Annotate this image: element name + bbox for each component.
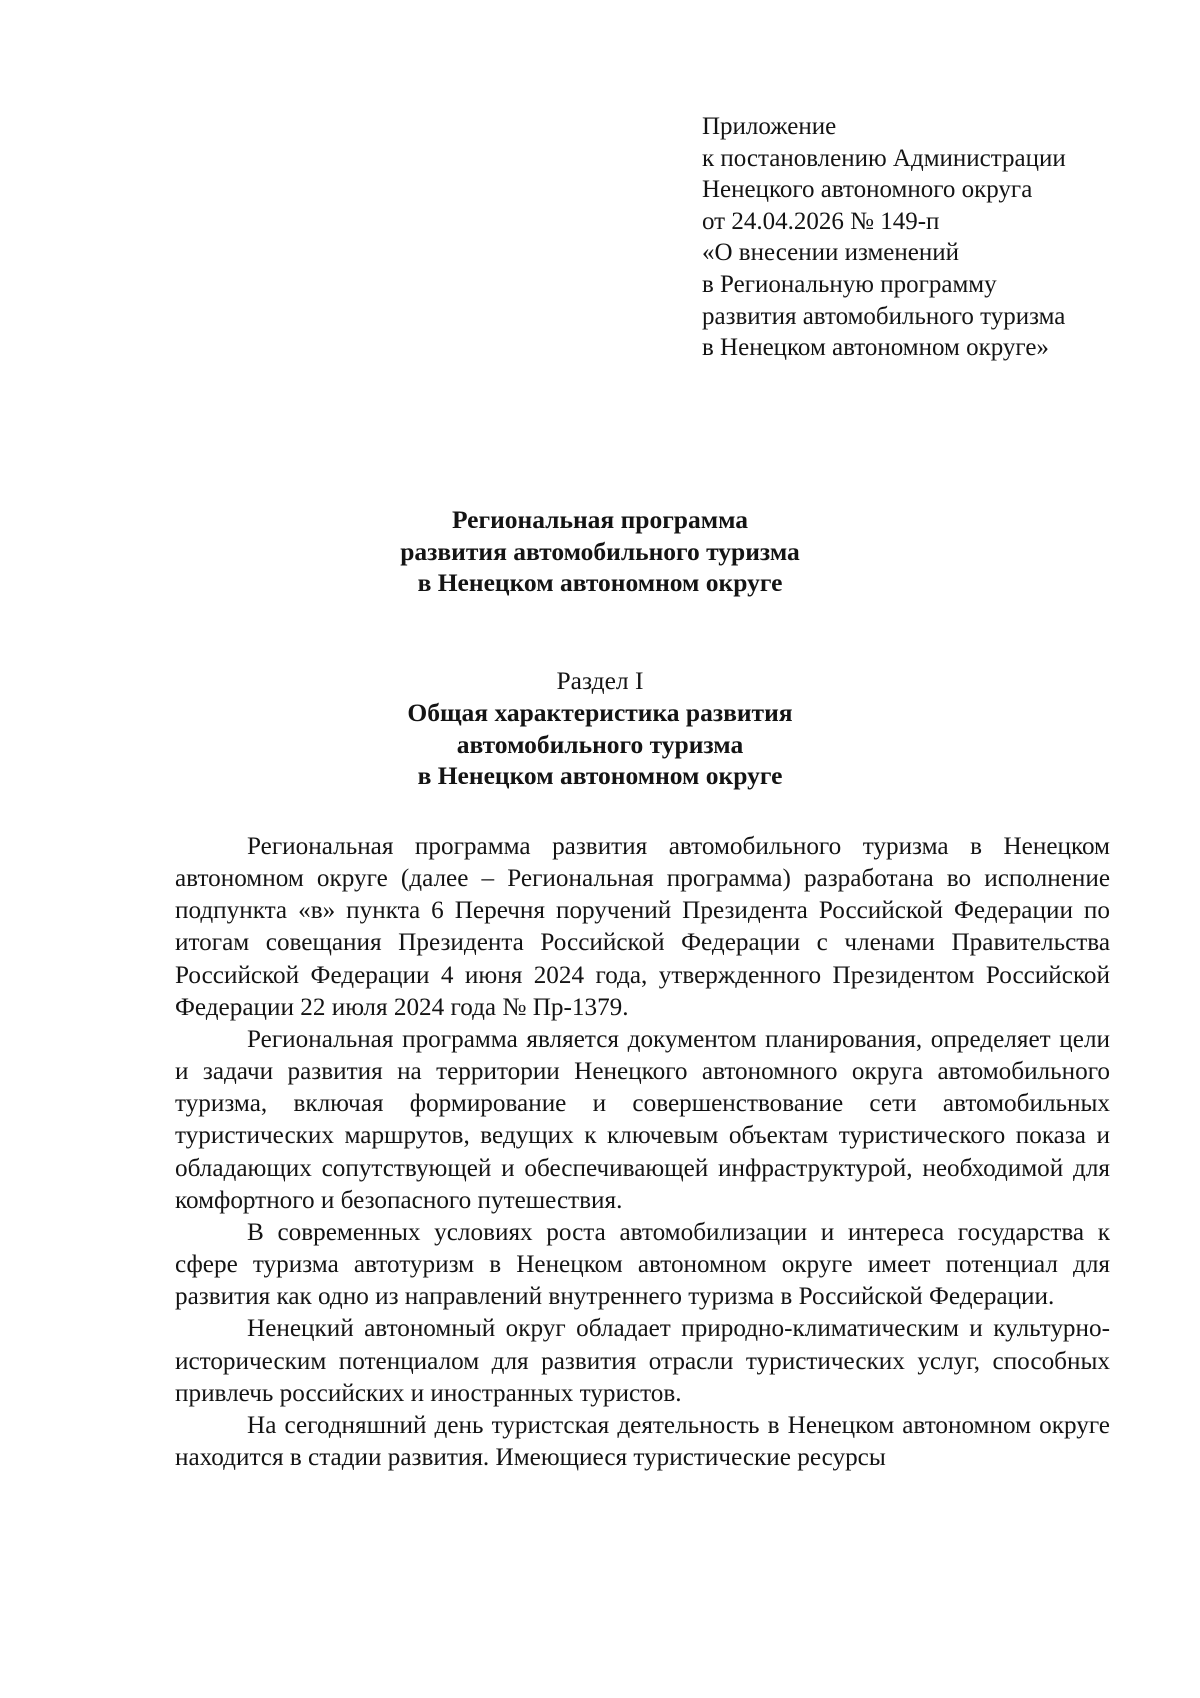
attachment-line: в Ненецком автономном округе» xyxy=(702,334,1049,362)
attachment-line: развития автомобильного туризма xyxy=(702,302,1066,330)
section-label: Раздел I xyxy=(556,666,644,695)
section-title-line: в Ненецком автономном округе xyxy=(417,761,783,791)
attachment-line: Приложение xyxy=(702,113,837,140)
attachment-line: в Региональную программу xyxy=(702,270,997,298)
document-title-line: в Ненецком автономном округе xyxy=(417,568,783,598)
section-title-line: автомобильного туризма xyxy=(456,729,744,759)
section-title xyxy=(0,697,1200,792)
attachment-heading xyxy=(702,111,1122,364)
paragraph: На сегодняшний день туристская деятельность в Ненецком автономном округе находится в стадии развития. Имеющиеся туристические ресурсы xyxy=(175,1411,1110,1471)
paragraph: В современных условиях роста автомобилизации и интереса государства к сфере туризма автотуризм в Ненецком автономном округе имеет потенциал для развития как одно из направлений внутреннего туризма в Российской Федерации. xyxy=(175,1218,1110,1311)
paragraph: Ненецкий автономный округ обладает природно-климатическим и культурно-историческим потенциалом для развития отрасли туристических услуг, способных привлечь российских и иностранных туристов. xyxy=(175,1315,1110,1407)
section-title-line: Общая характеристика развития xyxy=(407,698,793,727)
paragraph: Региональная программа развития автомобильного туризма в Ненецком автономном округе (далее – Региональная программа) разработана во исполнение подпункта «в» пункта 6 Перечня поручений Президента Российской Федерации по итогам совещания Президента Российской Федерации с членами Правительства Российской Федерации 4 июня 2024 года, утвержденного Президентом Российской Федерации 22 июля 2024 года № Пр-1379. xyxy=(175,833,1110,1021)
document-title xyxy=(0,504,1200,599)
document-title-line: развития автомобильного туризма xyxy=(400,536,800,566)
document-title-line: Региональная программа xyxy=(451,505,749,534)
paragraph: Региональная программа является документом планирования, определяет цели и задачи развития на территории Ненецкого автономного округа автомобильного туризма, включая формирование и совершенствование сети автомобильных туристических маршрутов, ведущих к ключевым объектам туристического показа и обладающих сопутствующей и обеспечивающей инфраструктурой, необходимой для комфортного и безопасного путешествия. xyxy=(175,1025,1110,1214)
attachment-line: «О внесении изменений xyxy=(702,239,960,267)
attachment-line: к постановлению Администрации xyxy=(702,144,1066,172)
attachment-line: Ненецкого автономного округа xyxy=(702,176,1033,204)
body-text xyxy=(175,831,1110,1474)
attachment-line: от 24.04.2026 № 149-п xyxy=(702,207,940,235)
